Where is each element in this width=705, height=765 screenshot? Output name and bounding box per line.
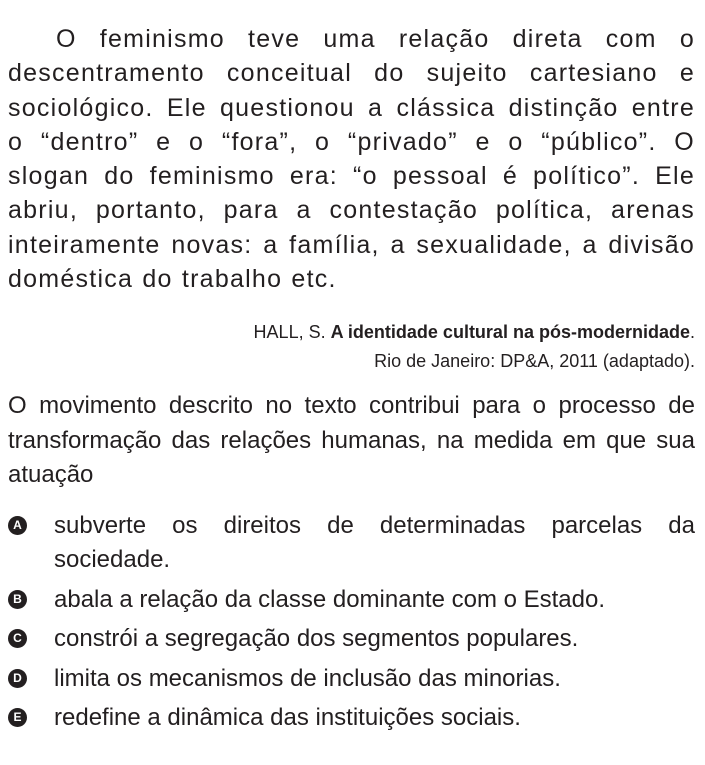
option-c-letter-icon: C — [8, 629, 27, 648]
option-b-letter-icon: B — [8, 590, 27, 609]
citation — [8, 318, 695, 376]
option-a-letter-icon: A — [8, 516, 27, 535]
option-c[interactable] — [8, 622, 695, 657]
option-b-text: abala a relação da classe dominante com o Estado. — [54, 585, 606, 613]
option-e[interactable] — [8, 701, 695, 736]
option-a-text: subverte os direitos de determinadas parcelas da sociedade. — [54, 511, 695, 574]
citation-line-1 — [8, 318, 695, 347]
option-e-text: redefine a dinâmica das instituições sociais. — [54, 704, 521, 732]
citation-title-suffix: . — [689, 322, 695, 343]
option-c-text: constrói a segregação dos segmentos populares. — [54, 625, 579, 653]
citation-author: HALL, S. — [253, 322, 331, 343]
option-d-text: limita os mecanismos de inclusão das minorias. — [54, 664, 561, 692]
option-b[interactable] — [8, 583, 695, 618]
option-d[interactable] — [8, 662, 695, 697]
option-a[interactable] — [8, 509, 695, 578]
passage-text: O feminismo teve uma relação direta com o descentramento conceitual do sujeito cartesiano e sociológico. Ele questionou a clássica distinção entre o “dentro” e o “fora”, o “privado” e o “público”. O slogan do feminismo era: “o pessoal é político”. Ele abriu, portanto, para a contestação política, arenas inteiramente novas: a família, a sexualidade, a divisão doméstica do trabalho etc. — [8, 25, 695, 294]
answer-options — [8, 509, 695, 736]
option-e-letter-icon: E — [8, 708, 27, 727]
option-d-letter-icon: D — [8, 669, 27, 688]
question-stem: O movimento descrito no texto contribui para o processo de transformação das relações humanas, na medida em que sua atuação — [8, 392, 695, 489]
citation-title: A identidade cultural na pós-modernidade — [330, 322, 690, 343]
citation-publisher: Rio de Janeiro: DP&A, 2011 (adaptado). — [374, 351, 695, 372]
